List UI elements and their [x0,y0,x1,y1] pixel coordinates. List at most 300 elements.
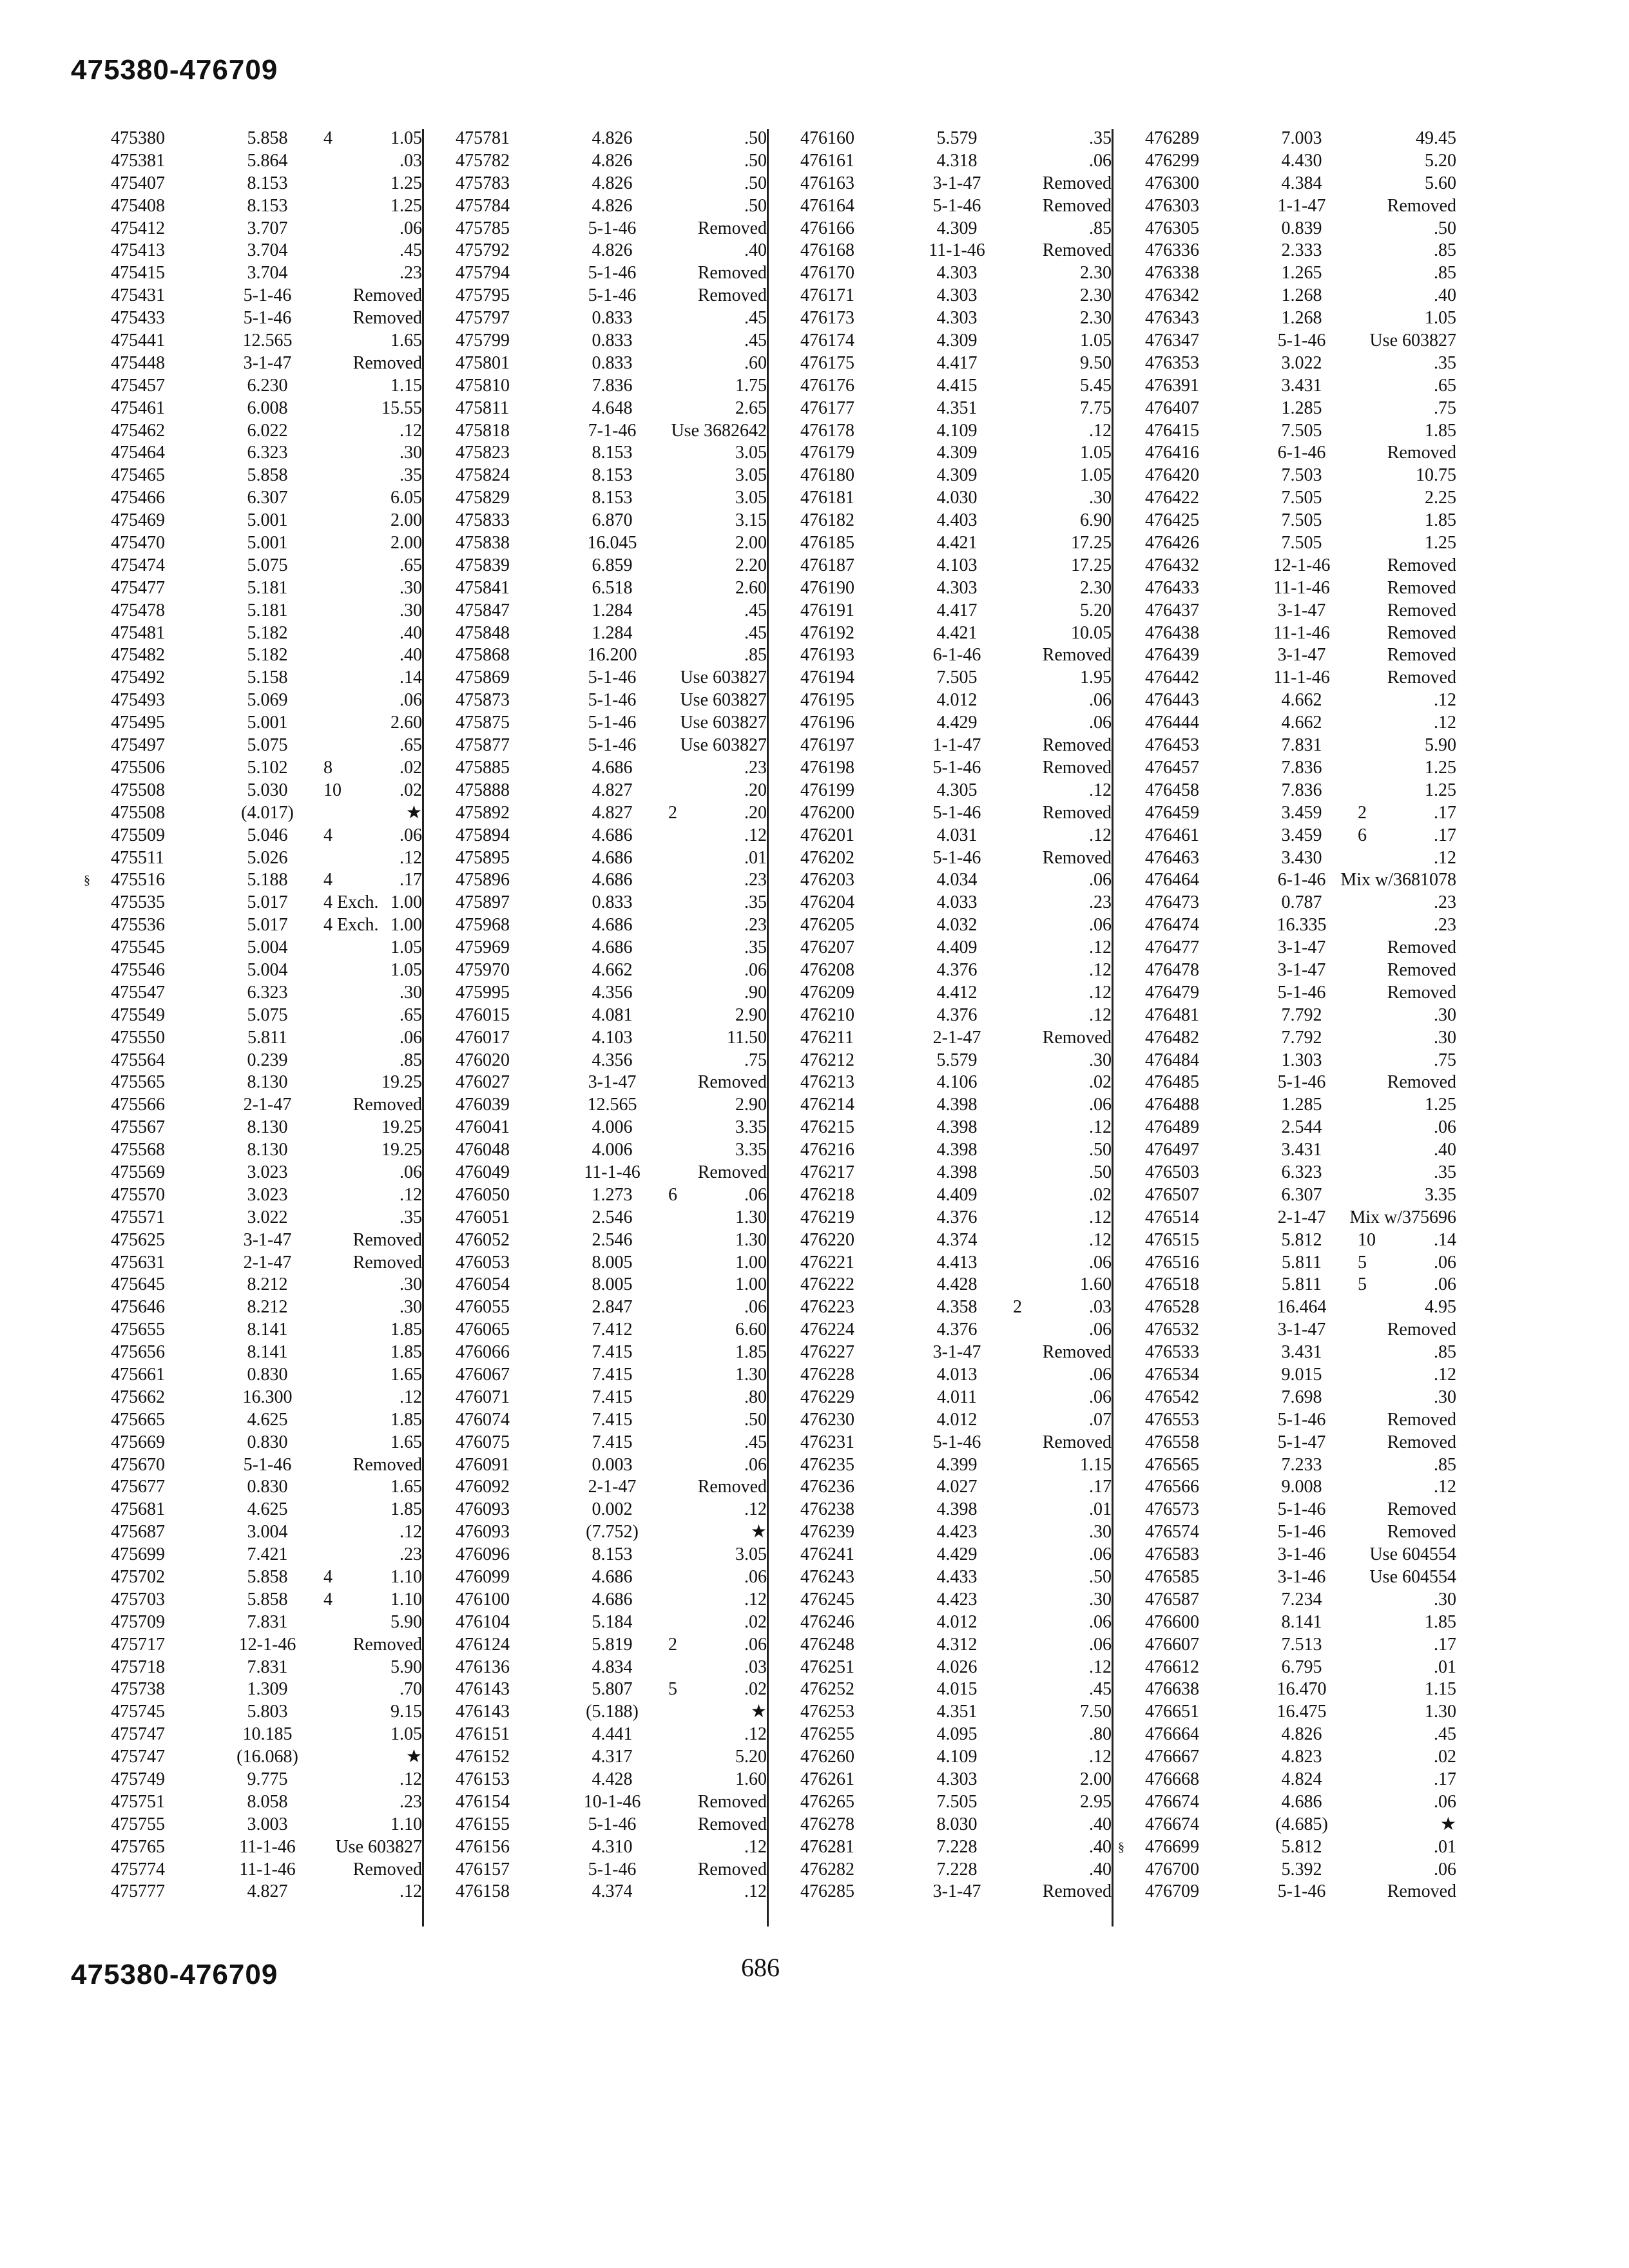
section-mark: § [1118,1840,1124,1854]
part-number: 475895 [456,847,510,868]
price-or-date: 8.153 [247,173,288,193]
price-or-date: 8.212 [247,1274,288,1295]
value-or-status: 1.05 [390,959,422,980]
value-or-status: .12 [1089,780,1112,800]
price-or-date: 4.399 [936,1454,978,1475]
part-number: 476178 [800,420,854,441]
table-row [416,1432,767,1454]
price-or-date: 5.184 [592,1611,633,1632]
table-row [416,600,767,622]
price-or-date: 11-1-46 [1273,668,1330,688]
table-row [1105,1611,1456,1634]
price-or-date: 4.011 [937,1387,977,1407]
price-or-date: 12.565 [242,331,293,351]
price-or-date: 5.181 [247,577,288,598]
price-or-date: 4.398 [936,1162,978,1182]
price-or-date: 8.141 [247,1342,288,1363]
value-or-status: .35 [1434,352,1456,373]
value-or-status: .85 [1434,1342,1456,1363]
part-number: 476638 [1145,1679,1199,1700]
part-number: 476161 [800,150,854,171]
value-or-status: 1.85 [390,1320,422,1340]
price-or-date: 4.686 [592,1589,633,1610]
quantity-note: 4 [323,1567,333,1587]
table-row [71,240,422,262]
value-or-status: 5.20 [1080,600,1112,620]
table-row [760,1544,1112,1566]
part-number: 476224 [800,1320,854,1340]
table-row [71,285,422,307]
price-or-date: (4.017) [241,802,294,823]
value-or-status: Removed [1387,600,1456,620]
price-or-date: 6.323 [1281,1162,1322,1182]
part-number: 476053 [456,1252,510,1273]
part-number: 476214 [800,1095,854,1115]
value-or-status: .02 [400,780,422,800]
value-or-status: Removed [1042,240,1112,261]
part-number: 476179 [800,443,854,463]
value-or-status: .35 [744,937,767,958]
part-number: 476709 [1145,1881,1199,1902]
price-or-date: 5.807 [592,1679,633,1700]
price-or-date: 4.081 [592,1004,633,1025]
part-number: 475755 [111,1814,165,1834]
part-number: 476156 [456,1836,510,1857]
value-or-status: Removed [697,1477,767,1497]
table-row [71,712,422,735]
value-or-status: .06 [1434,1791,1456,1812]
table-row [416,420,767,443]
part-number: 476166 [800,218,854,238]
table-row [71,1521,422,1544]
table-row [71,1274,422,1296]
part-number: 476260 [800,1747,854,1767]
table-row [1105,1746,1456,1769]
value-or-status: Use 603827 [1369,331,1456,351]
part-number: 476305 [1145,218,1199,238]
part-number: 476051 [456,1207,510,1227]
price-or-date: 7.415 [592,1364,633,1385]
value-or-status: Use 3682642 [671,420,767,441]
price-or-date: 5-1-46 [588,668,637,688]
part-number: 476458 [1145,780,1199,800]
value-or-status: 1.00 [390,892,422,913]
table-row [760,1611,1112,1634]
table-row [760,398,1112,420]
price-or-date: 16.200 [587,645,637,666]
table-row [1105,1859,1456,1881]
table-row [416,195,767,218]
table-row [71,375,422,398]
price-or-date: 5.392 [1281,1859,1322,1879]
table-row [760,689,1112,712]
value-or-status: .12 [744,1589,767,1610]
part-number: 476182 [800,510,854,531]
price-or-date: 0.002 [592,1499,633,1520]
price-or-date: 3-1-47 [1277,937,1326,958]
part-number: 476342 [1145,285,1199,306]
part-number: 476420 [1145,465,1199,486]
value-or-status: 7.75 [1080,398,1112,418]
price-or-date: 4.012 [936,690,978,711]
value-or-status: 3.15 [735,510,767,531]
table-row [1105,1027,1456,1050]
table-row [71,825,422,847]
value-or-status: .85 [400,1050,422,1070]
part-number: 476171 [800,285,854,306]
table-row [71,689,422,712]
price-or-date: 5.188 [247,870,288,890]
part-number: 476251 [800,1657,854,1677]
part-number: 475801 [456,352,510,373]
part-number: 476503 [1145,1162,1199,1182]
table-row [416,1724,767,1746]
value-or-status: 2.30 [1080,285,1112,306]
table-row [760,982,1112,1004]
value-or-status: .07 [1089,1409,1112,1430]
part-number: 475699 [111,1544,165,1565]
value-or-status: Removed [697,1814,767,1834]
part-number: 476699 [1145,1836,1199,1857]
part-number: 476265 [800,1791,854,1812]
value-or-status: .45 [1089,1679,1112,1700]
value-or-status: .12 [1089,937,1112,958]
part-number: 476136 [456,1657,510,1677]
value-or-status: .12 [1434,1364,1456,1385]
part-number: 475847 [456,600,510,620]
value-or-status: .23 [744,915,767,936]
table-row [760,1499,1112,1521]
table-row [760,1162,1112,1184]
table-row [760,847,1112,870]
table-row [416,667,767,689]
value-or-status: Removed [1042,757,1112,778]
part-number: 475677 [111,1477,165,1497]
table-row [760,195,1112,218]
part-number: 476239 [800,1522,854,1542]
table-row [1105,1050,1456,1072]
part-number: 476489 [1145,1117,1199,1138]
part-number: 475897 [456,892,510,913]
value-or-status: .75 [744,1050,767,1070]
price-or-date: 11-1-46 [239,1859,296,1879]
table-row [416,442,767,465]
part-number: 476558 [1145,1432,1199,1452]
value-or-status: Removed [697,1162,767,1182]
value-or-status: 1.15 [1080,1454,1112,1475]
part-number: 475738 [111,1679,165,1700]
price-or-date: 6.323 [247,982,288,1003]
value-or-status: .12 [1434,847,1456,868]
part-number: 476415 [1145,420,1199,441]
part-number: 476163 [800,173,854,193]
table-row [760,1296,1112,1319]
part-number: 475894 [456,825,510,845]
table-row [760,577,1112,600]
table-row [760,442,1112,465]
part-number: 475995 [456,982,510,1003]
value-or-status: Removed [352,1454,422,1475]
part-number: 476514 [1145,1207,1199,1227]
table-row [416,1004,767,1027]
price-or-date: 4.824 [1281,1769,1322,1790]
table-row [71,847,422,870]
part-number: 476192 [800,622,854,643]
table-row [1105,1094,1456,1117]
table-row [760,1859,1112,1881]
price-or-date: 8.130 [247,1117,288,1138]
price-or-date: 5-1-46 [932,195,981,216]
price-or-date: 6.795 [1281,1657,1322,1677]
table-row [760,1881,1112,1903]
part-number: 475477 [111,577,165,598]
value-or-status: .17 [1434,802,1456,823]
table-row [416,1678,767,1701]
section-mark: § [84,873,90,888]
price-or-date: 5.182 [247,645,288,666]
table-row [1105,1836,1456,1859]
table-row [760,1769,1112,1791]
table-row [71,1341,422,1364]
part-number: 475495 [111,713,165,733]
value-or-status: Removed [352,1095,422,1115]
value-or-status: Removed [1042,1432,1112,1452]
value-or-status: 3.05 [735,443,767,463]
part-number: 476039 [456,1095,510,1115]
price-or-date: 4.398 [936,1140,978,1160]
part-number: 476202 [800,847,854,868]
table-row [71,982,422,1004]
price-or-date: 4.109 [936,1747,978,1767]
table-row [1105,780,1456,802]
price-or-date: 5.102 [247,757,288,778]
value-or-status: Removed [1387,1072,1456,1093]
value-or-status: Removed [697,1859,767,1879]
value-or-status: .06 [744,1567,767,1587]
part-number: 475412 [111,218,165,238]
table-row [760,667,1112,689]
part-number: 475568 [111,1140,165,1160]
part-number: 476248 [800,1634,854,1655]
part-number: 475823 [456,443,510,463]
part-number: 476212 [800,1050,854,1070]
value-or-status: Removed [1387,645,1456,666]
table-row [416,1364,767,1387]
table-row [71,330,422,352]
value-or-status: 1.10 [390,1567,422,1587]
table-row [760,1454,1112,1477]
price-or-date: 1.303 [1281,1050,1322,1070]
price-or-date: 5-1-46 [588,690,637,711]
part-number: 476195 [800,690,854,711]
table-row [71,1296,422,1319]
price-or-date: 0.003 [592,1454,633,1475]
table-row [760,1319,1112,1341]
table-row [1105,1364,1456,1387]
value-or-status: .35 [744,892,767,913]
part-number: 476173 [800,308,854,329]
part-number: 476208 [800,959,854,980]
part-number: 476100 [456,1589,510,1610]
price-or-date: 4.827 [247,1881,288,1902]
value-or-status: 5.60 [1425,173,1456,193]
part-number: 476668 [1145,1769,1199,1790]
value-or-status: 3.05 [735,1544,767,1565]
price-or-date: 9.015 [1281,1364,1322,1385]
value-or-status: .06 [400,690,422,711]
part-number: 476477 [1145,937,1199,958]
table-row [760,1004,1112,1027]
part-number: 476227 [800,1342,854,1363]
value-or-status: .50 [744,128,767,148]
table-row [416,1117,767,1139]
price-or-date: 4.428 [936,1274,978,1295]
table-row [760,330,1112,352]
price-or-date: 1.309 [247,1679,288,1700]
table-row [71,442,422,465]
price-or-date: 4.095 [936,1724,978,1745]
price-or-date: 6.230 [247,375,288,396]
value-or-status: 6.60 [735,1320,767,1340]
part-number: 475777 [111,1881,165,1902]
table-row [1105,1881,1456,1903]
part-number: 476049 [456,1162,510,1182]
table-row [416,1476,767,1499]
value-or-status: .35 [1434,1162,1456,1182]
table-row [71,398,422,420]
price-or-date: 4.358 [936,1297,978,1318]
price-or-date: 4.834 [592,1657,633,1677]
value-or-status: .12 [400,1184,422,1205]
table-row [760,1387,1112,1409]
table-row [1105,487,1456,510]
table-row [1105,150,1456,173]
value-or-status: .20 [744,802,767,823]
table-row [1105,1207,1456,1229]
table-row [416,1814,767,1836]
value-or-status: 1.05 [390,128,422,148]
part-number: 476157 [456,1859,510,1879]
value-or-status: .06 [400,1027,422,1048]
price-or-date: (4.685) [1275,1814,1328,1834]
price-or-date: 4.417 [936,600,978,620]
price-or-date: 2.333 [1281,240,1322,261]
price-or-date: 8.153 [592,1544,633,1565]
value-or-status: .20 [744,780,767,800]
price-or-date: 4.033 [936,892,978,913]
table-row [1105,1162,1456,1184]
table-row [71,1678,422,1701]
value-or-status: .65 [1434,375,1456,396]
table-row [1105,1274,1456,1296]
value-or-status: .23 [400,1791,422,1812]
page-footer-range: 475380-476709 [71,1959,278,1990]
value-or-status: .30 [400,1274,422,1295]
value-or-status: .06 [744,1634,767,1655]
price-or-date: 3-1-47 [588,1072,637,1093]
value-or-status: .12 [744,825,767,845]
price-or-date: 4.686 [592,1567,633,1587]
part-number: 475569 [111,1162,165,1182]
part-number: 475892 [456,802,510,823]
price-or-date: 4.351 [936,1702,978,1722]
value-or-status: .02 [744,1679,767,1700]
value-or-status: .45 [744,1432,767,1452]
table-row [71,1184,422,1207]
part-number: 476217 [800,1162,854,1182]
price-or-date: 5-1-46 [932,802,981,823]
quantity-note: 2 [1013,1297,1022,1318]
part-number: 476481 [1145,1004,1199,1025]
part-number: 475570 [111,1184,165,1205]
price-or-date: 6.022 [247,420,288,441]
part-number: 476066 [456,1342,510,1363]
value-or-status: 2.95 [1080,1791,1112,1812]
part-number: 476143 [456,1702,510,1722]
value-or-status: .01 [744,847,767,868]
part-number: 475550 [111,1027,165,1048]
part-number: 476143 [456,1679,510,1700]
price-or-date: 2.847 [592,1297,633,1318]
price-or-date: 3.023 [247,1184,288,1205]
value-or-status: Removed [352,1859,422,1879]
price-or-date: 4.398 [936,1117,978,1138]
part-number: 476229 [800,1387,854,1407]
price-or-date: 6-1-46 [1277,443,1326,463]
table-row [760,735,1112,757]
value-or-status: .23 [1434,892,1456,913]
table-row [1105,892,1456,914]
part-number: 475702 [111,1567,165,1587]
part-number: 475848 [456,622,510,643]
value-or-status: 6.90 [1080,510,1112,531]
value-or-status: Removed [1042,645,1112,666]
part-number: 475781 [456,128,510,148]
quantity-note: 10 [323,780,342,800]
price-or-date: 8.153 [592,488,633,508]
part-number: 476674 [1145,1791,1199,1812]
table-row [760,1814,1112,1836]
price-or-date: 4.030 [936,488,978,508]
price-or-date: 6.307 [247,488,288,508]
value-or-status: .02 [400,757,422,778]
value-or-status: .06 [1089,690,1112,711]
table-row [1105,195,1456,218]
part-number: 475470 [111,533,165,553]
quantity-note: 4 Exch. [323,915,379,936]
table-row [416,1566,767,1589]
price-or-date: 11-1-46 [239,1836,296,1857]
table-row [760,532,1112,555]
part-number: 475718 [111,1657,165,1677]
value-or-status: 7.50 [1080,1702,1112,1722]
price-or-date: 3-1-47 [1277,600,1326,620]
price-or-date: 3.022 [247,1207,288,1227]
table-row [760,1364,1112,1387]
price-or-date: 5.017 [247,892,288,913]
value-or-status: 2.30 [1080,263,1112,284]
value-or-status: Removed [1387,1320,1456,1340]
value-or-status: .23 [744,870,767,890]
value-or-status: 1.85 [1425,1611,1456,1632]
value-or-status: .40 [1089,1814,1112,1834]
table-row [1105,1678,1456,1701]
table-row [416,622,767,645]
table-row [71,173,422,195]
price-or-date: 7.234 [1281,1589,1322,1610]
price-or-date: 0.833 [592,331,633,351]
table-row [416,398,767,420]
